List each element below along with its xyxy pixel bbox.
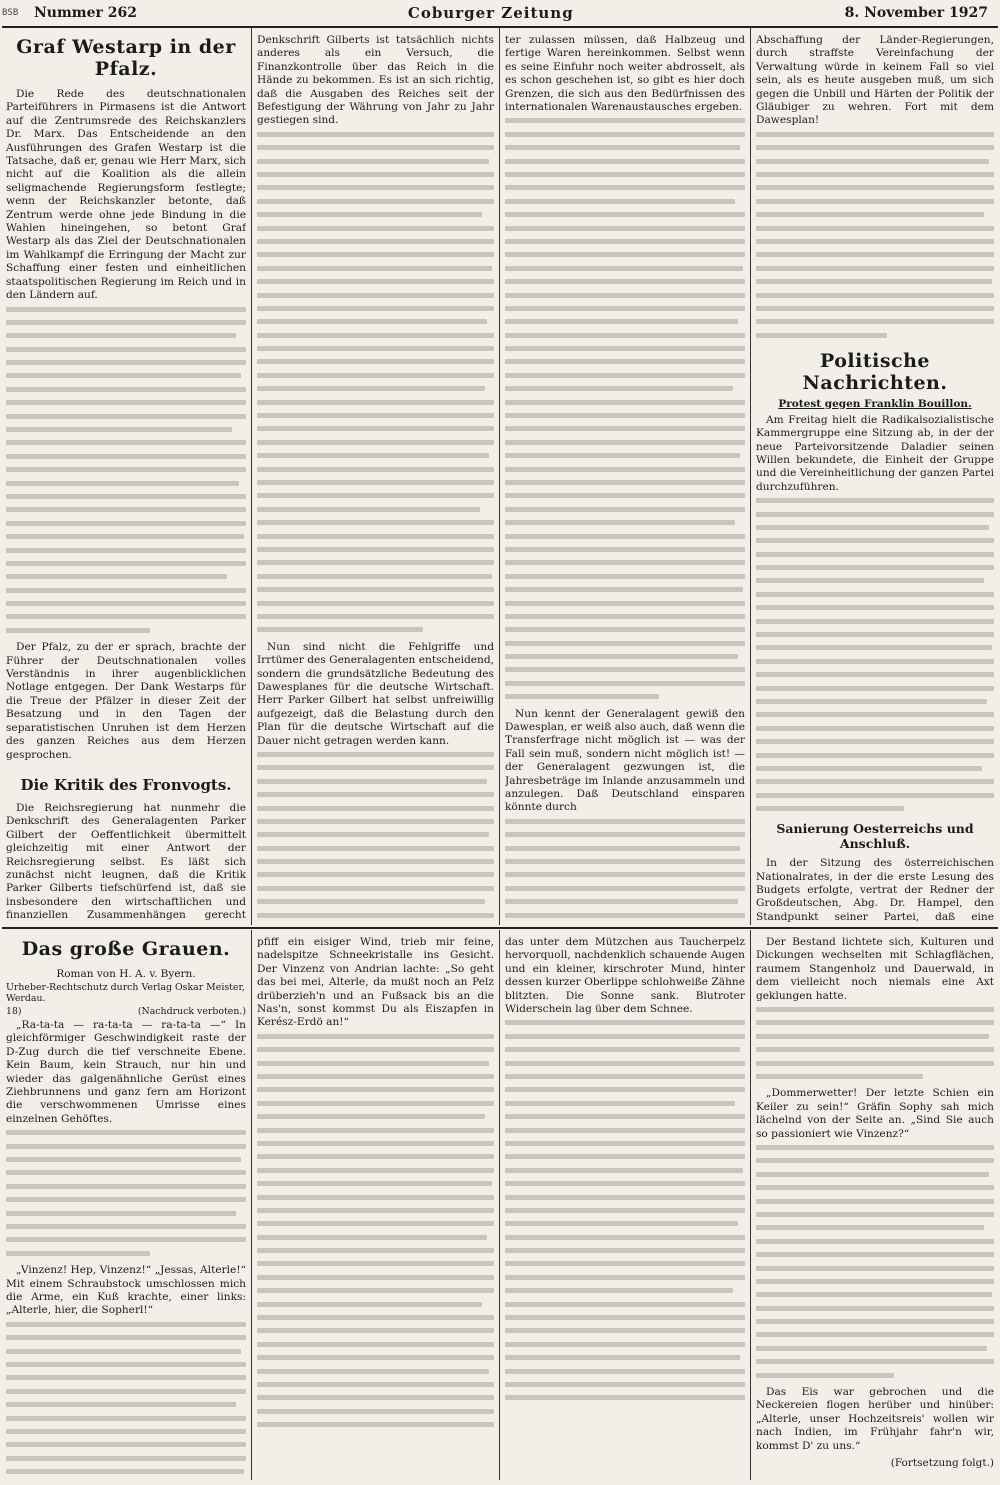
library-stamp: BSB <box>2 8 19 18</box>
article-paragraph: Nun sind nicht die Fehlgriffe und Irrtümer des Generalagenten entscheidend, sondern die grundsätzliche Bedeutung des Dawesplanes für die deutsche Wirtschaft. Herr Parker Gilbert hat selbst unfreiwillig aufgezeigt, daß die Belastung durch den Plan für die deutsche Wirtschaft auf die Dauer nicht getragen werden kann. <box>257 640 494 747</box>
feuilleton-column-4 <box>756 936 994 1480</box>
article-paragraph: Die Rede des deutschnationalen Parteiführers in Pirmasens ist die Antwort auf die Zentrumsrede des Reichskanzlers Dr. Marx. Das Entscheidende an den Ausführungen des Grafen Westarp ist die Tatsache, daß er, genau wie Herr Marx, sich nicht auf die Koalition als die allein seligmachende Regierungsform festlegte; wenn der Reichskanzler betonte, daß Zentrum werde ohne jede Bindung in die Wahlen hineingehen, so betont Graf Westarp als das Ziel der Deutschnationalen im Wahlkampf die Erringung der Macht zur Schaffung einer festen und einheitlichen staatspolitischen Regierung im Reich und in den Ländern auf. <box>6 88 246 302</box>
text-block <box>756 1145 994 1378</box>
chapter-number: 18) <box>6 1006 22 1017</box>
chapter-line <box>6 1006 246 1017</box>
novel-paragraph: Der Bestand lichtete sich, Kulturen und Dickungen wechselten mit Schlagflächen, raumem Stangenholz und Dauerwald, in dem vielleicht noch niemals eine Axt geklungen hatte. <box>756 936 994 1002</box>
section-title-political-news: Politische Nachrichten. <box>802 349 948 394</box>
text-block <box>257 1034 494 1427</box>
continuation-note: (Fortsetzung folgt.) <box>890 1457 994 1470</box>
article-column-1 <box>6 34 246 922</box>
novel-paragraph: „Dommerwetter! Der letzte Schien ein Keiler zu sein!“ Gräfin Sophy sah mich lächelnd von der Seite an. „Sind Sie auch so passioniert wie Vinzenz?“ <box>756 1087 994 1140</box>
novel-paragraph: das unter dem Mützchen aus Taucherpelz hervorquoll, nachdenklich schauende Augen und ein kleiner, kirschroter Mund, hinter dessen kurzer Oberlippe schlohweiße Zähne blitzten. Die Sonne sank. Blutroter Widerschein lag über dem Schnee. <box>505 936 745 1016</box>
feuilleton-column-2 <box>257 936 494 1480</box>
article-title-westarp: Graf Westarp in der Pfalz. <box>16 36 236 80</box>
article-paragraph: Die Reichsregierung hat nunmehr die Denkschrift des Generalagenten Parker Gilbert der Oeffentlichkeit übermittelt gleichzeitig mit einer Antwort der Reichsregierung selbst. Es läßt sich zunächst nicht leugnen, daß die Kritik Parker Gilberts tiefschürfend ist, daß sie insbesondere den wirtschaftlichen und finanziellen Zusammenhängen gerecht <box>6 801 246 922</box>
text-block <box>505 1020 745 1400</box>
copyright-credit: Urheber-Rechtschutz durch Verlag Oskar Meister, Werdau. <box>6 982 245 1004</box>
reprint-note: (Nachdruck verboten.) <box>137 1006 246 1017</box>
text-block <box>257 752 494 922</box>
article-title-oesterreich: Sanierung Oesterreichs und Anschluß. <box>776 821 974 852</box>
article-paragraph: In der Sitzung des österreichischen Nationalrates, in der die erste Lesung des Budgets erfolgte, vertrat der Redner der Großdeutschen, Abg. Dr. Hampel, den Standpunkt seiner Partei, daß eine <box>756 857 994 922</box>
novel-byline: Roman von H. A. v. Byern. <box>56 968 196 980</box>
article-subtitle-bouillon: Protest gegen Franklin Bouillon. <box>778 397 972 410</box>
novel-paragraph: „Ra-ta-ta — ra-ta-ta — ra-ta-ta —“ In gleichförmiger Geschwindigkeit raste der D-Zug durch die tief verschneite Ebene. Kein Baum, kein Strauch, nur hin und wieder das galgenähnliche Gerüst eines Ziehbrunnens und ganz fern am Horizont die verschwommenen Umrisse eines einzelnen Gehöftes. <box>6 1019 246 1125</box>
text-block <box>6 1130 246 1256</box>
text-block <box>505 118 745 699</box>
article-paragraph: Abschaffung der Länder-Regierungen, durch straffste Vereinfachung der Verwaltung würde in keinem Fall so viel sein, als es heute ausgeben muß, um sich gegen die Unbill und Härten der Politik der Gläubiger zu wehren. Fort mit dem Dawesplan! <box>756 34 994 127</box>
novel-paragraph: pfiff ein eisiger Wind, trieb mir feine, nadelspitze Schneekristalle ins Gesicht. Der Vinzenz von Andrian lachte: „So geht das bei mei, Alterle, da mußt noch an Pelz drüberzieh'n und an Fußsack bis an die Nas'n, sonst kommst Du als Eiszapfen in Kerész-Erdö an!“ <box>257 936 494 1029</box>
text-block <box>756 498 994 811</box>
article-paragraph: Nun kennt der Generalagent gewiß den Dawesplan, er weiß also auch, daß wenn die Transferfrage nicht möglich ist — was der Fall sein muß, sondern nicht möglich ist! — der Generalagent gezwungen ist, die Jahresbeträge im Inlande anzusammeln und anzulegen. Daß Deutschland einsparen könnte durch <box>505 707 745 814</box>
column-divider <box>750 930 751 1480</box>
column-divider <box>251 930 252 1480</box>
newspaper-name: Coburger Zeitung <box>407 4 574 22</box>
feuilleton-column-1 <box>6 936 246 1480</box>
text-block <box>6 1322 246 1480</box>
article-column-2 <box>257 34 494 922</box>
article-column-4 <box>756 34 994 922</box>
article-title-kritik: Die Kritik des Fronvogts. <box>20 775 232 794</box>
novel-paragraph: „Vinzenz! Hep, Vinzenz!“ „Jessas, Alterle!“ Mit einem Schraubstock umschlossen mich die Arme, ein Kuß krachte, einer links: „Alterle, hier, die Sopherl!“ <box>6 1264 246 1317</box>
article-paragraph: Am Freitag hielt die Radikalsozialistische Kammergruppe eine Sitzung ab, in der der neue Parteivorsitzende Daladier seinen Willen bekundete, die Einheit der Gruppe und die Vereinheitlichung der ganzen Partei durchzuführen. <box>756 413 994 493</box>
feuilleton-column-3 <box>505 936 745 1480</box>
masthead-rule <box>2 26 998 28</box>
article-paragraph: Denkschrift Gilberts ist tatsächlich nichts anderes als ein Versuch, die Finanzkontrolle über das Reich in die Hände zu bekommen. Es ist an sich richtig, daß die Ausgaben des Reiches seit der Befestigung der Währung von Jahr zu Jahr gestiegen sind. <box>257 34 494 127</box>
novel-paragraph: Das Eis war gebrochen und die Neckereien flogen herüber und hinüber: „Alterle, unser Hochzeitsreis' wollen wir nach Indien, im Frühjahr fahr'n wir, kommst D' zu uns.“ <box>756 1386 994 1452</box>
masthead <box>34 2 988 24</box>
column-divider <box>750 28 751 925</box>
issue-number: Nummer 262 <box>34 5 137 21</box>
column-divider <box>251 28 252 925</box>
text-block <box>505 819 745 922</box>
text-block <box>756 1007 994 1079</box>
article-paragraph: ter zulassen müssen, daß Halbzeug und fertige Waren hereinkommen. Selbst wenn es seine Einfuhr noch weiter abdrosselt, als es schon geschehen ist, so gibt es hier doch Grenzen, die sich aus den Bedürfnissen des internationalen Warenaustausches ergeben. <box>505 34 745 114</box>
issue-date: 8. November 1927 <box>844 5 988 21</box>
text-block <box>6 307 246 633</box>
feuilleton-rule <box>2 927 998 929</box>
column-divider <box>499 28 500 925</box>
article-paragraph: Der Pfalz, zu der er sprach, brachte der Führer der Deutschnationalen volles Verständnis in ihrer augenblicklichen Notlage entgegen. Der Dank Westarps für die Treue der Pfälzer in dieser Zeit der Besatzung und in den Tagen der separatistischen Unruhen ist dem Herzen des ganzen Reiches aus dem Herzen gesprochen. <box>6 641 246 761</box>
article-column-3 <box>505 34 745 922</box>
text-block <box>257 132 494 632</box>
text-block <box>756 132 994 338</box>
novel-title: Das große Grauen. <box>21 938 231 960</box>
column-divider <box>499 930 500 1480</box>
